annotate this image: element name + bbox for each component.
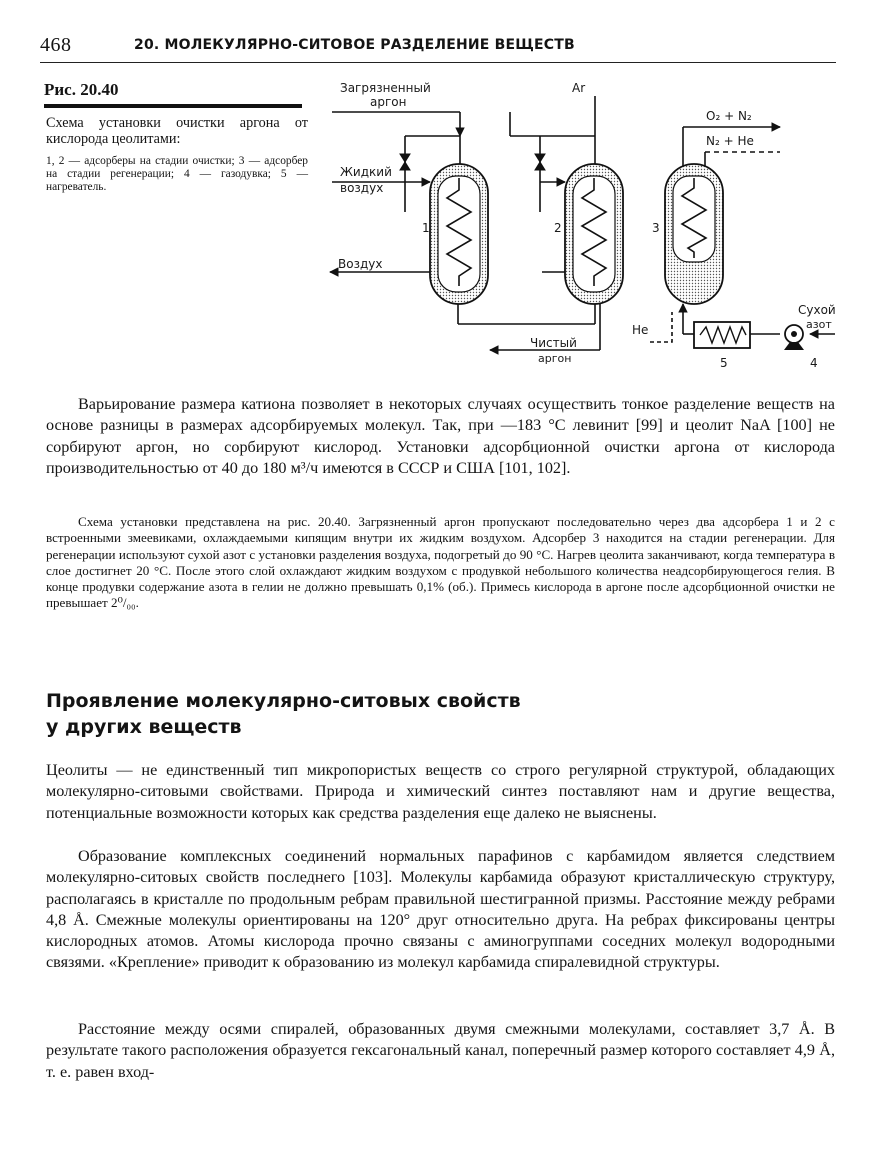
label-dry-nitrogen-1: Сухой <box>798 303 836 317</box>
label-n2-he: N₂ + He <box>706 134 754 148</box>
label-pure-argon-2: аргон <box>538 352 572 365</box>
label-contaminated-argon-2: аргон <box>370 95 407 109</box>
figure-caption-rule <box>44 104 302 108</box>
label-air: Воздух <box>338 257 383 271</box>
body-paragraph-4: Расстояние между осями спиралей, образованных двумя смежными молекулами, составляет 3,7 Å. В результате такого расположения образуется гексагональный канал, поперечный размер которого составляет 4,9 Å, т. е. равен вход- <box>46 1020 835 1081</box>
label-he: He <box>632 323 649 337</box>
section-heading-line-2: у других веществ <box>46 716 242 738</box>
label-pure-argon-1: Чистый <box>530 336 577 350</box>
section-heading-line-1: Проявление молекулярно-ситовых свойств <box>46 690 521 712</box>
header-rule <box>40 62 836 63</box>
body-paragraph-1: Варьирование размера катиона позволяет в некоторых случаях осуществить тонкое разделение веществ на основе разницы в размерах адсорбируемых молекул. Так, при —183 °С левинит [99] и цеолит NaA [100] не сорбируют аргон, но сорбируют кислород. Установки адсорбционной очистки аргона от кислорода производительностью от 40 до 180 м³/ч имеются в СССР и США [101, 102]. <box>46 395 835 477</box>
body-paragraph-2: Цеолиты — не единственный тип микропористых веществ со строго регулярной структурой, обладающих молекулярно-ситовыми свойствами. Природа и химический синтез поставляют нам и другие вещества, потенциальные возможности которых как средства разделения еще далеко не выяснены. <box>46 761 835 822</box>
running-head: 20. МОЛЕКУЛЯРНО-СИТОВОЕ РАЗДЕЛЕНИЕ ВЕЩЕСТВ <box>134 37 575 53</box>
label-contaminated-argon-1: Загрязненный <box>340 81 431 95</box>
label-vessel-3: 3 <box>652 221 660 235</box>
label-liquid-air-1: Жидкий <box>340 165 392 179</box>
label-blower-4: 4 <box>810 356 818 370</box>
argon-purification-diagram <box>310 72 850 377</box>
label-ar: Ar <box>572 81 586 95</box>
section-heading <box>46 688 646 740</box>
label-o2-n2: O₂ + N₂ <box>706 109 752 123</box>
label-vessel-1: 1 <box>422 221 430 235</box>
figure-caption-title: Схема установки очистки аргона от кислорода цеолитами: <box>46 115 308 147</box>
small-print-paragraph: Схема установки представлена на рис. 20.40. Загрязненный аргон пропускают последовательно через два адсорбера 1 и 2 с встроенными змеевиками, охлаждаемыми кипящим внутри их жидким воздухом. Адсорбер 3 находится на стадии регенерации. Для регенерации используют сухой азот с установки разделения воздуха, подогретый до 90 °С. Нагрев цеолита заканчивают, когда температура в слое достигнет 20 °С. После этого слой охлаждают жидким воздухом с продувкой небольшого количества неадсорбирующегося гелия. В конце продувки содержание азота в гелии не должно превышать 0,1% (об.). Примесь кислорода в аргоне после адсорбционной очистки не превышает 2⁰/₀₀. <box>46 514 835 611</box>
label-dry-nitrogen-2: азот <box>806 318 832 331</box>
body-paragraph-3: Образование комплексных соединений нормальных парафинов с карбамидом является следствием молекулярно-ситовых свойств последнего [103]. Молекулы карбамида образуют кристаллическую структуру, располагаясь в кристалле по продольным ребрам правильной шестигранной призмы. Расстояние между ребрами 4,8 Å. Смежные молекулы ориентированы на 120° друг относительно друга. На ребрах фиксированы центры кислородных атомов. Атомы кислорода прочно связаны с аминогруппами соседних молекул водородными связями. «Крепление» приводит к образованию из молекул карбамида спиралевидной структуры. <box>46 847 835 972</box>
label-heater-5: 5 <box>720 356 728 370</box>
figure-label: Рис. 20.40 <box>44 80 119 99</box>
figure-caption-legend: 1, 2 — адсорберы на стадии очистки; 3 — адсорбер на стадии регенерации; 4 — газодувка; 5 — нагреватель. <box>46 155 308 193</box>
page-number: 468 <box>40 34 72 56</box>
label-liquid-air-2: воздух <box>340 181 384 195</box>
label-vessel-2: 2 <box>554 221 562 235</box>
